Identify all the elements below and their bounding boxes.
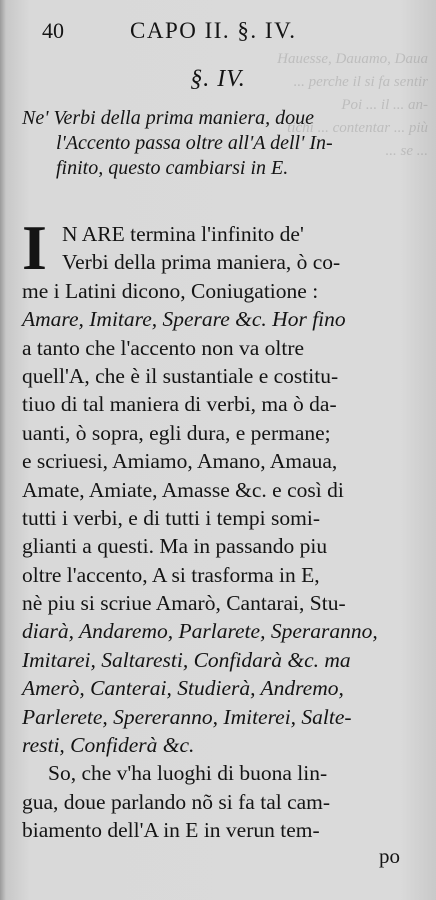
body-text [22,212,414,845]
text-line: glianti a questi. Ma in passando piu [22,534,328,559]
bleed-line: tichi ... contentar ... più [287,120,428,136]
running-head: CAPO II. §. IV. [130,18,297,43]
text-line: e scriuesi, Amiamo, Amano, Amaua, [22,449,338,474]
text-line: uanti, ò sopra, egli dura, e permane; [22,420,331,445]
summary-line: finito, questo cambiarsi in E. [56,157,289,179]
bleed-line: Poi ... il ... an- [341,97,428,113]
summary-line: l'Accento passa oltre all'A dell' In- [56,132,333,154]
text-line: a tanto che l'accento non va oltre [22,335,305,360]
section-heading: §. IV. [190,66,246,92]
text-line: tutti i verbi, e di tutti i tempi somi- [22,505,320,530]
drop-cap: I [22,212,47,283]
text-line: N ARE termina l'infinito de' [62,222,304,246]
text-line: resti, Confiderà &c. [22,733,195,758]
page-header [42,18,406,48]
text-line: Imitarei, Saltaresti, Confidarà &c. ma [22,647,351,672]
section-summary [22,106,412,181]
text-line: gua, doue parlando nõ si fa tal cam- [22,789,331,814]
text-line: Amerò, Canterai, Studierà, Andremo, [22,676,344,701]
summary-line: Ne' Verbi della prima maniera, doue [22,107,315,129]
text-line: Parlerete, Spereranno, Imiterei, Salte- [22,704,352,729]
text-line: Verbi della prima maniera, ò co- [62,250,341,275]
text-line: me i Latini dicono, Coniugatione : [22,278,319,303]
text-line: oltre l'accento, A si trasforma in E, [22,562,320,587]
text-line: So, che v'ha luoghi di buona lin- [48,761,328,786]
text-line: Amate, Amiate, Amasse &c. e così di [22,477,344,502]
text-line: Amare, Imitare, Sperare &c. Hor fino [22,307,346,332]
page-number: 40 [42,18,64,43]
bleed-line: ... se ... [385,143,428,159]
text-line: diarà, Andaremo, Parlarete, Speraranno, [22,619,378,644]
text-line: tiuo di tal maniera di verbi, ma ò da- [22,392,337,417]
text-line: nè piu si scriue Amarò, Cantarai, Stu- [22,591,346,616]
bleed-line: ... perche il si fa sentir [293,74,428,90]
text-line: quell'A, che è il sustantiale e costitu- [22,363,339,388]
text-line: biamento dell'A in E in verun tem- [22,818,320,843]
catchword: po [379,844,400,868]
bleed-line: Hauesse, Dauamo, Daua [277,51,428,67]
